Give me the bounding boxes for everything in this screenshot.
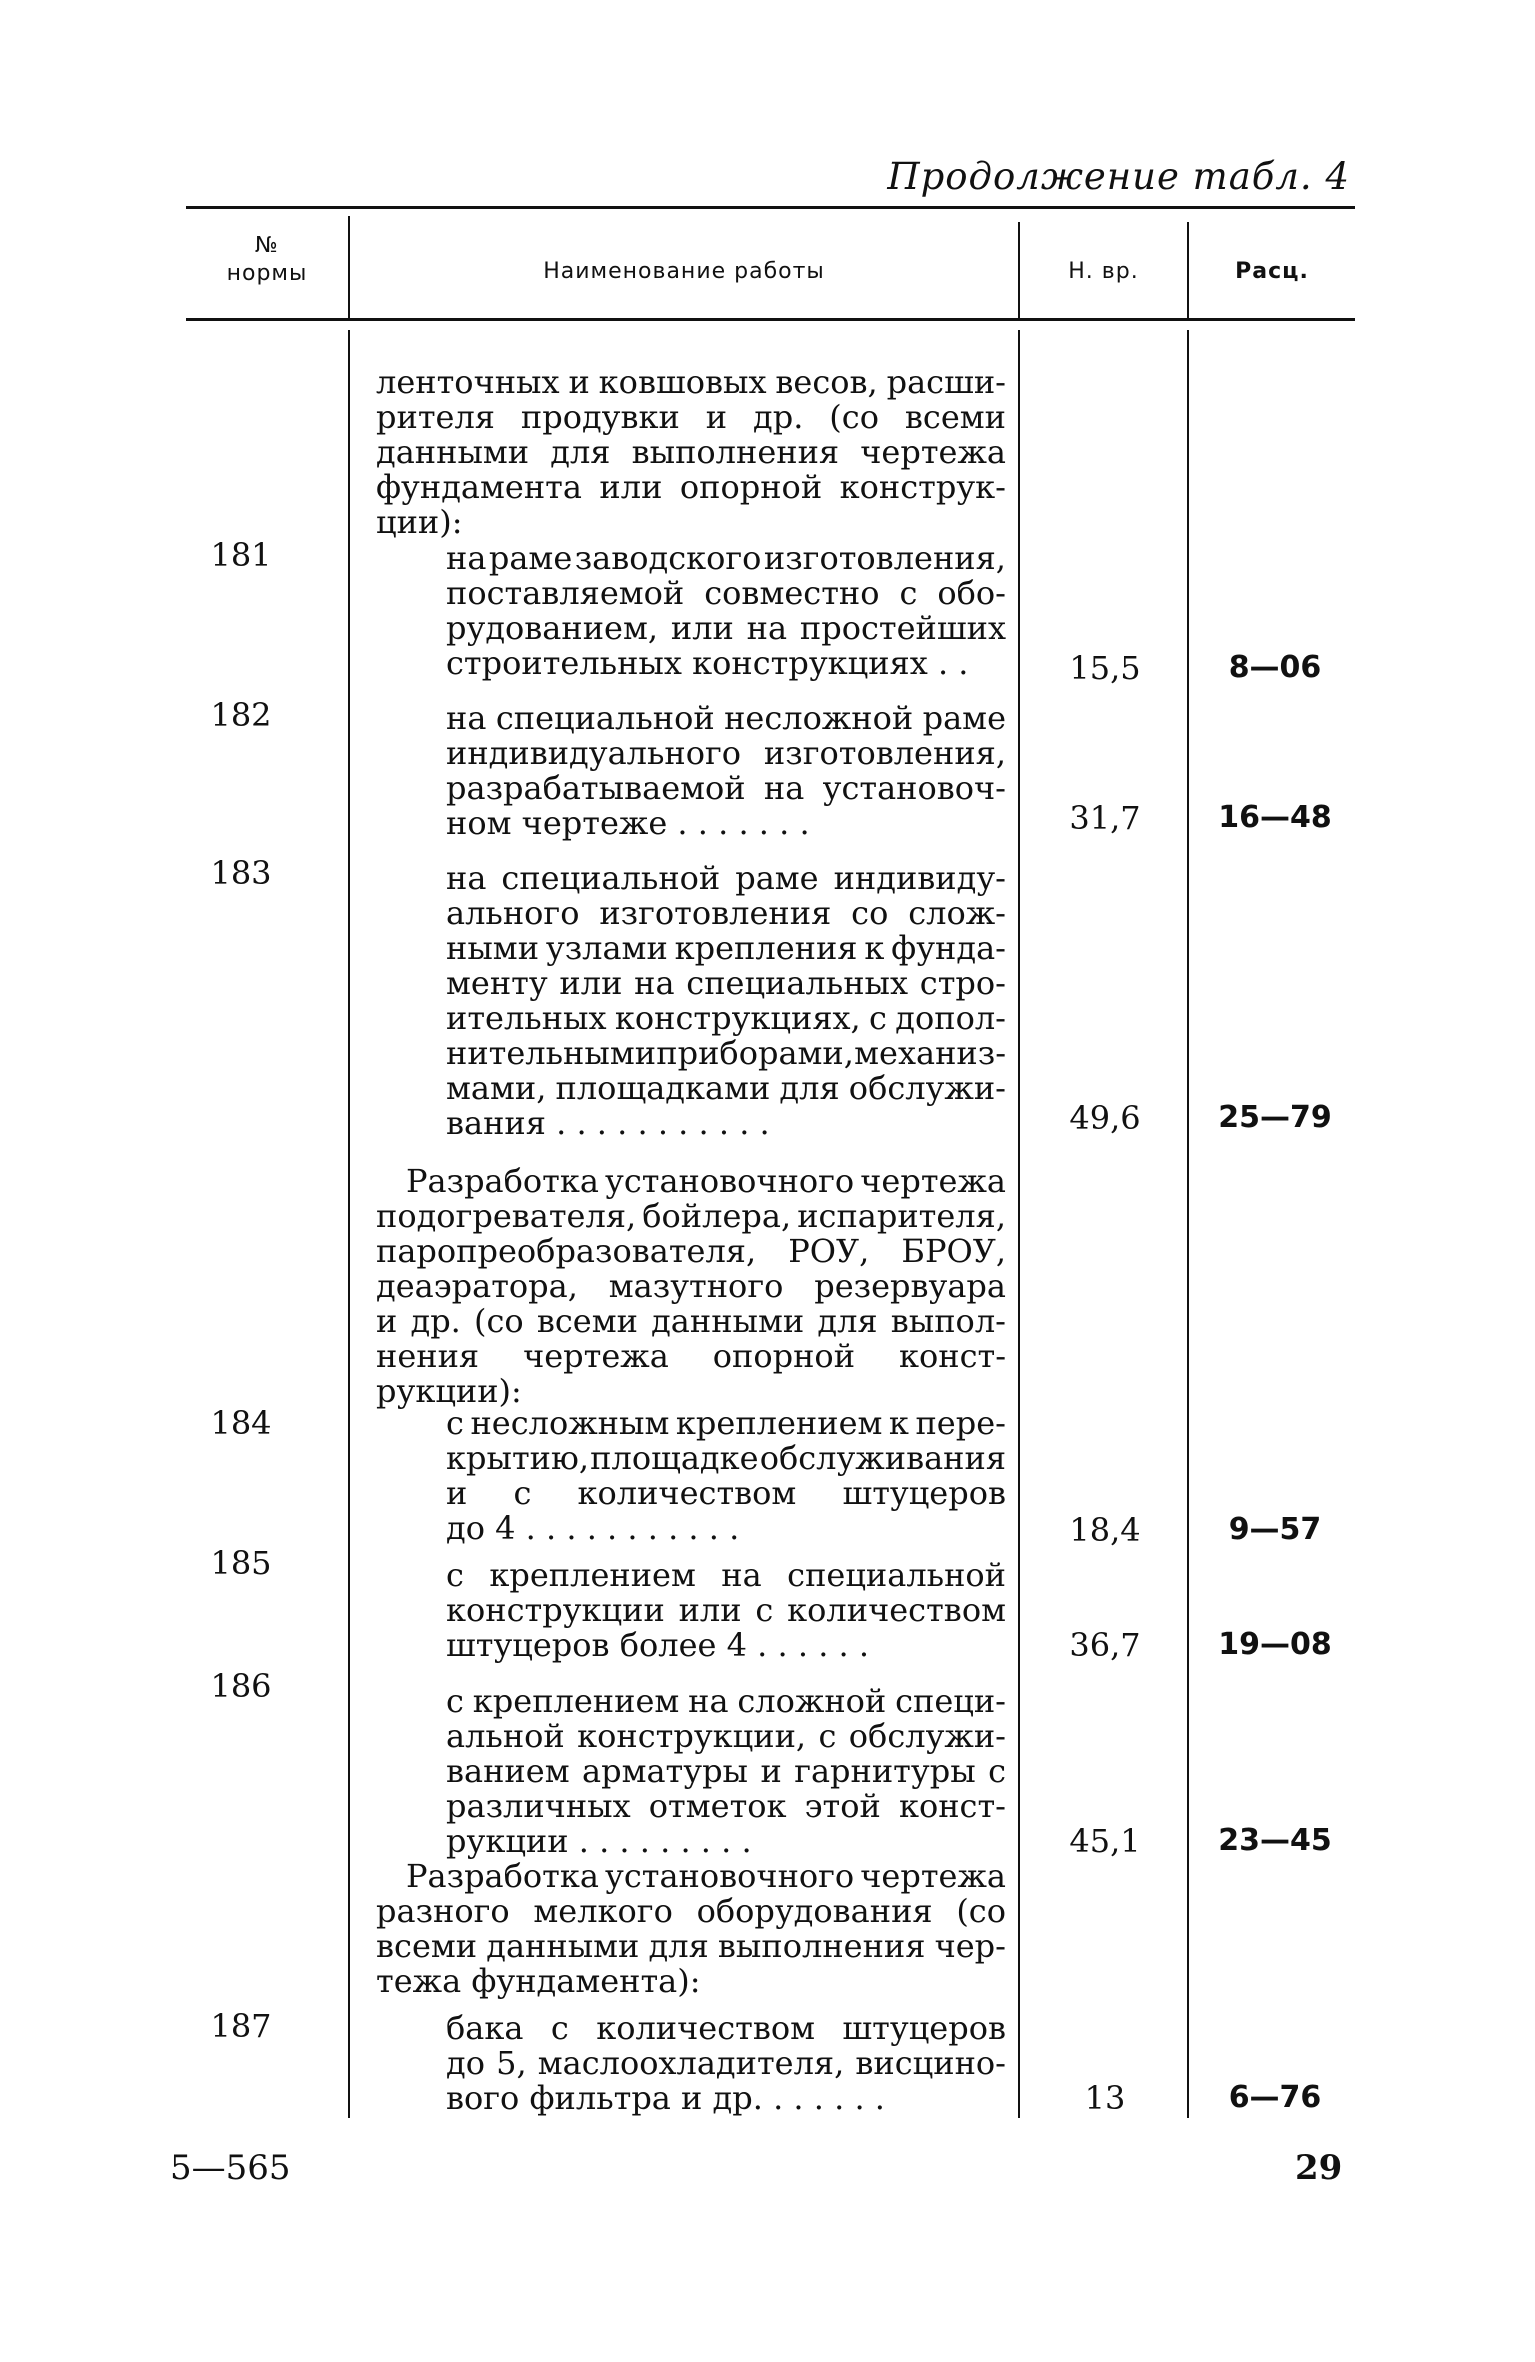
word: рителя: [376, 398, 495, 436]
row-text-line: вого фильтра и др. . . . . . .: [446, 2079, 885, 2117]
row-text-line: ном чертеже . . . . . . .: [446, 804, 810, 842]
word: на: [688, 1682, 729, 1720]
word: паропреобразователя,: [376, 1232, 757, 1270]
page-number: 29: [1295, 2148, 1343, 2188]
intro2-line: [406, 1163, 1006, 1199]
word: (со: [956, 1892, 1006, 1930]
word: слож-: [908, 894, 1006, 932]
row-text-line: рукции . . . . . . . . .: [446, 1822, 752, 1860]
word: изготовления,: [763, 734, 1006, 772]
word: индивидуального: [446, 734, 742, 772]
word: или: [599, 468, 663, 506]
word: менту: [446, 964, 548, 1002]
row-text-line: [446, 1788, 1006, 1824]
body-vline-1: [348, 330, 350, 2118]
word: на: [763, 769, 805, 807]
word: специ-: [895, 1682, 1006, 1720]
row-text-line: [446, 2010, 1006, 2046]
word: Разработка: [406, 1857, 599, 1895]
word: выполнения: [631, 433, 840, 471]
row-text-line: до 4 . . . . . . . . . . .: [446, 1509, 740, 1547]
word: крытию,: [446, 1439, 590, 1477]
rate-value: 8—06: [1228, 650, 1322, 685]
word: с: [550, 2009, 569, 2047]
word: конструкции,: [577, 1717, 807, 1755]
word: бака: [446, 2009, 524, 2047]
intro3-line: тежа фундамента):: [376, 1962, 701, 2000]
word: выполнения: [717, 1927, 926, 1965]
word: несложной: [724, 699, 914, 737]
time-norm-value: 45,1: [1069, 1822, 1141, 1860]
intro3-line: [376, 1893, 1006, 1929]
word: или: [559, 964, 623, 1002]
word: выпол-: [890, 1302, 1006, 1340]
word: нительными: [446, 1034, 657, 1072]
word: данными: [486, 1927, 640, 1965]
word: этой: [804, 1787, 881, 1825]
word: изготовления,: [763, 539, 1006, 577]
time-norm-value: 31,7: [1069, 799, 1141, 837]
header-norm-number-l2: нормы: [226, 261, 308, 286]
word: др.: [753, 398, 804, 436]
word: механиз-: [854, 1034, 1006, 1072]
word: до: [446, 2044, 485, 2082]
word: для: [648, 1927, 709, 1965]
word: креплением: [675, 1404, 883, 1442]
intro1-line: ции):: [376, 503, 463, 541]
row-text-line: [446, 965, 1006, 1001]
row-text-line: [446, 1475, 1006, 1511]
word: всеми: [904, 398, 1006, 436]
word: раме: [488, 539, 573, 577]
word: штуцеров: [842, 1474, 1006, 1512]
row-text-line: [446, 1557, 1006, 1593]
row-text-line: [446, 1070, 1006, 1106]
word: штуцеров: [842, 2009, 1006, 2047]
word: с: [513, 1474, 532, 1512]
row-text-line: [446, 1683, 1006, 1719]
word: приборами,: [656, 1034, 854, 1072]
word: конструкции: [446, 1591, 665, 1629]
word: простейших: [799, 609, 1006, 647]
word: арматуры: [582, 1752, 749, 1790]
word: специальной: [495, 699, 715, 737]
word: специальных: [686, 964, 909, 1002]
row-text-line: строительных конструкциях . .: [446, 644, 969, 682]
continuation-title: Продолжение табл. 4: [887, 155, 1350, 198]
word: данными: [376, 433, 530, 471]
norm-number: 185: [210, 1544, 272, 1582]
word: изготовления: [599, 894, 832, 932]
intro2-line: [376, 1233, 1006, 1269]
row-text-line: [446, 1000, 1006, 1036]
word: мами,: [446, 1069, 547, 1107]
word: обо-: [937, 574, 1006, 612]
word: ковшовых: [598, 363, 767, 401]
word: оборудования: [696, 1892, 933, 1930]
word: др.: [410, 1302, 461, 1340]
norm-number: 182: [210, 696, 272, 734]
word: фунда-: [891, 929, 1006, 967]
word: отметок: [648, 1787, 787, 1825]
rate-value: 23—45: [1218, 1823, 1332, 1858]
norm-number: 183: [210, 854, 272, 892]
row-text-line: [446, 1753, 1006, 1789]
header-work-name: Наименование работы: [543, 259, 825, 284]
word: обслужи-: [848, 1717, 1006, 1755]
word: продувки: [520, 398, 680, 436]
footer-signature-mark: 5—565: [170, 2148, 291, 2188]
word: всеми: [376, 1927, 478, 1965]
row-text-line: [446, 770, 1006, 806]
word: данными: [651, 1302, 805, 1340]
word: креплением: [489, 1556, 696, 1594]
word: РОУ,: [788, 1232, 870, 1270]
word: разного: [376, 1892, 510, 1930]
intro2-line: [376, 1303, 1006, 1339]
word: разрабатываемой: [446, 769, 746, 807]
word: установочного: [605, 1162, 855, 1200]
word: расши-: [886, 363, 1006, 401]
word: резервуара: [814, 1267, 1006, 1305]
word: чертежа: [860, 1162, 1006, 1200]
word: пере-: [915, 1404, 1006, 1442]
word: креплением: [472, 1682, 680, 1720]
intro2-line: [376, 1198, 1006, 1234]
time-norm-value: 13: [1084, 2079, 1126, 2117]
word: к: [864, 929, 885, 967]
row-text-line: [446, 860, 1006, 896]
word: ленточных: [376, 363, 560, 401]
intro2-line: рукции):: [376, 1372, 522, 1410]
word: для: [817, 1302, 878, 1340]
word: для: [550, 433, 611, 471]
time-norm-value: 36,7: [1069, 1626, 1141, 1664]
row-text-line: [446, 1440, 1006, 1476]
word: ными: [446, 929, 540, 967]
row-text-line: [446, 895, 1006, 931]
word: висцино-: [855, 2044, 1006, 2082]
word: весов,: [775, 363, 878, 401]
word: с: [899, 574, 918, 612]
word: и: [376, 1302, 398, 1340]
word: альной: [446, 1717, 565, 1755]
word: чертежа: [860, 1857, 1006, 1895]
row-text-line: штуцеров более 4 . . . . . .: [446, 1626, 870, 1664]
word: раме: [735, 859, 819, 897]
word: конструкциях,: [614, 999, 861, 1037]
rate-value: 19—08: [1218, 1627, 1332, 1662]
word: нения: [376, 1337, 480, 1375]
word: чер-: [934, 1927, 1006, 1965]
rate-value: 25—79: [1218, 1100, 1332, 1135]
word: допол-: [895, 999, 1006, 1037]
header-time-norm: Н. вр.: [1068, 259, 1139, 284]
word: с: [869, 999, 887, 1037]
word: установочного: [605, 1857, 855, 1895]
word: для: [779, 1069, 840, 1107]
word: заводского: [574, 539, 762, 577]
word: установоч-: [822, 769, 1006, 807]
word: специальной: [787, 1556, 1006, 1594]
word: испарителя,: [797, 1197, 1006, 1235]
word: стро-: [919, 964, 1006, 1002]
word: на: [746, 609, 788, 647]
word: на: [634, 964, 675, 1002]
word: несложным: [470, 1404, 670, 1442]
word: обслуживания: [759, 1439, 1006, 1477]
body-vline-2: [1018, 330, 1020, 2118]
word: количеством: [577, 1474, 797, 1512]
word: индивиду-: [833, 859, 1006, 897]
intro2-line: [376, 1268, 1006, 1304]
word: с: [446, 1556, 464, 1594]
word: ительных: [446, 999, 607, 1037]
word: 5,: [496, 2044, 527, 2082]
word: конст-: [898, 1337, 1006, 1375]
norm-number: 184: [210, 1404, 272, 1442]
word: на: [446, 859, 487, 897]
word: площадке: [590, 1439, 759, 1477]
word: количеством: [596, 2009, 815, 2047]
intro1-line: [376, 469, 1006, 505]
row-text-line: вания . . . . . . . . . . .: [446, 1104, 770, 1142]
word: с: [988, 1752, 1006, 1790]
word: бойлера,: [642, 1197, 792, 1235]
word: маслоохладителя,: [537, 2044, 845, 2082]
word: опорной: [712, 1337, 856, 1375]
intro1-line: [376, 399, 1006, 435]
row-text-line: [446, 2045, 1006, 2081]
word: и: [705, 398, 728, 436]
intro3-line: [376, 1928, 1006, 1964]
rate-value: 16—48: [1218, 800, 1332, 835]
word: деаэратора,: [376, 1267, 578, 1305]
row-text-line: [446, 930, 1006, 966]
norm-number: 181: [210, 536, 272, 574]
word: к: [888, 1404, 909, 1442]
rate-value: 6—76: [1228, 2080, 1322, 2115]
intro3-line: [406, 1858, 1006, 1894]
intro1-line: [376, 434, 1006, 470]
word: мелкого: [533, 1892, 673, 1930]
word: (со: [829, 398, 879, 436]
word: ванием: [446, 1752, 570, 1790]
word: чертежа: [523, 1337, 669, 1375]
word: чертежа: [860, 433, 1006, 471]
intro1-line: [376, 364, 1006, 400]
word: гарнитуры: [794, 1752, 976, 1790]
word: ального: [446, 894, 580, 932]
word: со: [851, 894, 889, 932]
word: количеством: [787, 1591, 1006, 1629]
word: и: [568, 363, 590, 401]
word: на: [446, 539, 487, 577]
header-norm-number-l1: №: [255, 233, 279, 258]
row-text-line: [446, 1592, 1006, 1628]
time-norm-value: 15,5: [1069, 649, 1141, 687]
rate-value: 9—57: [1228, 1512, 1322, 1547]
word: с: [755, 1591, 774, 1629]
word: подогревателя,: [376, 1197, 637, 1235]
word: с: [818, 1717, 837, 1755]
row-text-line: [446, 575, 1006, 611]
body-vline-3: [1187, 330, 1189, 2118]
header-norm-number: [186, 232, 348, 288]
word: различных: [446, 1787, 631, 1825]
word: Разработка: [406, 1162, 599, 1200]
norm-number: 186: [210, 1667, 272, 1705]
row-text-line: [446, 700, 1006, 736]
word: фундамента: [376, 468, 582, 506]
word: обслужи-: [848, 1069, 1006, 1107]
norm-number: 187: [210, 2007, 272, 2045]
word: с: [446, 1682, 464, 1720]
word: сложной: [737, 1682, 887, 1720]
word: с: [446, 1404, 464, 1442]
word: БРОУ,: [901, 1232, 1006, 1270]
header-bottom-rule: [186, 318, 1355, 321]
row-text-line: [446, 610, 1006, 646]
word: и: [760, 1752, 782, 1790]
header-rate: Расц.: [1235, 259, 1309, 284]
word: рудованием,: [446, 609, 659, 647]
word: и: [446, 1474, 468, 1512]
time-norm-value: 18,4: [1069, 1511, 1141, 1549]
word: мазутного: [608, 1267, 784, 1305]
word: на: [446, 699, 487, 737]
row-text-line: [446, 735, 1006, 771]
word: узлами: [545, 929, 668, 967]
row-text-line: [446, 1035, 1006, 1071]
word: всеми: [536, 1302, 638, 1340]
word: поставляемой: [446, 574, 685, 612]
word: крепления: [674, 929, 858, 967]
row-text-line: [446, 1405, 1006, 1441]
intro2-line: [376, 1338, 1006, 1374]
word: площадками: [555, 1069, 771, 1107]
row-text-line: [446, 1718, 1006, 1754]
row-text-line: [446, 540, 1006, 576]
table-top-rule: [186, 206, 1355, 209]
word: или: [678, 1591, 742, 1629]
word: (со: [474, 1302, 524, 1340]
word: раме: [922, 699, 1006, 737]
word: на: [721, 1556, 762, 1594]
word: совместно: [704, 574, 880, 612]
word: конструк-: [839, 468, 1006, 506]
word: специальной: [501, 859, 721, 897]
word: или: [670, 609, 734, 647]
word: конст-: [898, 1787, 1006, 1825]
word: опорной: [679, 468, 823, 506]
time-norm-value: 49,6: [1069, 1099, 1141, 1137]
